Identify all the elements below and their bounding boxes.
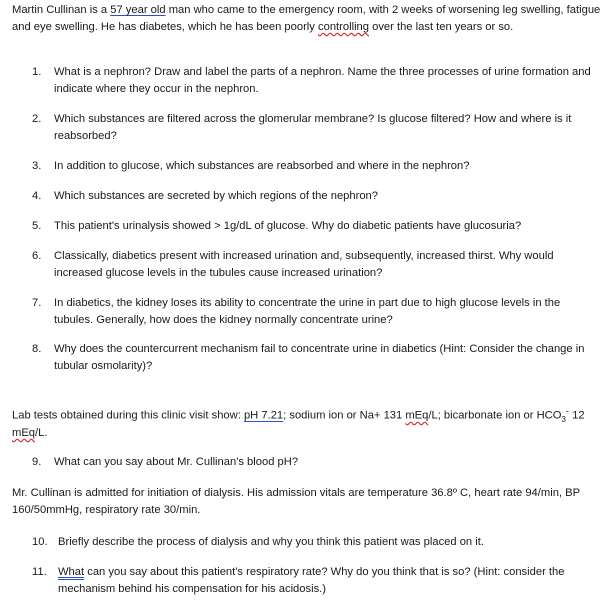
question-8: 8. Why does the countercurrent mechanism fail to concentrate urine in diabetics (Hint: Consider the change in tubular osmolarity)? — [32, 343, 585, 372]
spelling-flag-meq-1: mEq — [405, 409, 429, 422]
question-1: 1. What is a nephron? Draw and label the parts of a nephron. Name the three processes of urine formation and indicate where they occur in the nephron. — [32, 66, 591, 95]
question-2: 2. Which substances are filtered across the glomerular membrane? Is glucose filtered? How and where is it reabsorbed? — [32, 113, 572, 142]
grammar-flag-age: 57 year old — [110, 4, 166, 16]
admission-paragraph: Mr. Cullinan is admitted for initiation of dialysis. His admission vitals are temperature 36.8º C, heart rate 94/min, BP 160/50mmHg, respiratory rate 30/min. — [12, 487, 580, 516]
spelling-flag-meq-2: mEq — [12, 426, 36, 439]
question-4: 4. Which substances are secreted by which regions of the nephron? — [32, 190, 379, 202]
spelling-flag-controlling: controlling — [318, 21, 369, 33]
lab-results-paragraph: Lab tests obtained during this clinic visit show: pH 7.21; sodium ion or Na+ 131 mEq/L; bicarbonate ion or $HCO_3^-$ 12 mEq/L. — [12, 406, 585, 439]
question-10: 10. Briefly describe the process of dialysis and why you think this patient was placed on it. — [32, 536, 484, 548]
grammar-flag-what: What — [58, 566, 85, 578]
question-3: 3. In addition to glucose, which substances are reabsorbed and where in the nephron? — [32, 160, 470, 172]
question-6: 6. Classically, diabetics present with increased urination and, subsequently, increased thirst. Why would increased glucose levels in the tubules cause increased urination? — [32, 250, 554, 279]
grammar-flag-ph: pH 7.21 — [243, 409, 284, 422]
question-9: 9. What can you say about Mr. Cullinan's blood pH? — [32, 456, 299, 468]
question-5: 5. This patient's urinalysis showed > 1g/dL of glucose. Why do diabetic patients have glucosuria? — [32, 220, 522, 232]
intro-paragraph: Martin Cullinan is a 57 year old man who came to the emergency room, with 2 weeks of worsening leg swelling, fatigue and eye swelling. He has diabetes, which he has been poorly controlling over the last ten years or so. — [12, 4, 601, 33]
question-7: 7. In diabetics, the kidney loses its ability to concentrate the urine in part due to high glucose levels in the tubules. Generally, how does the kidney normally concentrate urine? — [32, 297, 561, 326]
question-11: 11. What can you say about this patient's respiratory rate? Why do you think that is so? (Hint: consider the mechanism behind his compensation for his acidosis.) — [32, 566, 565, 595]
